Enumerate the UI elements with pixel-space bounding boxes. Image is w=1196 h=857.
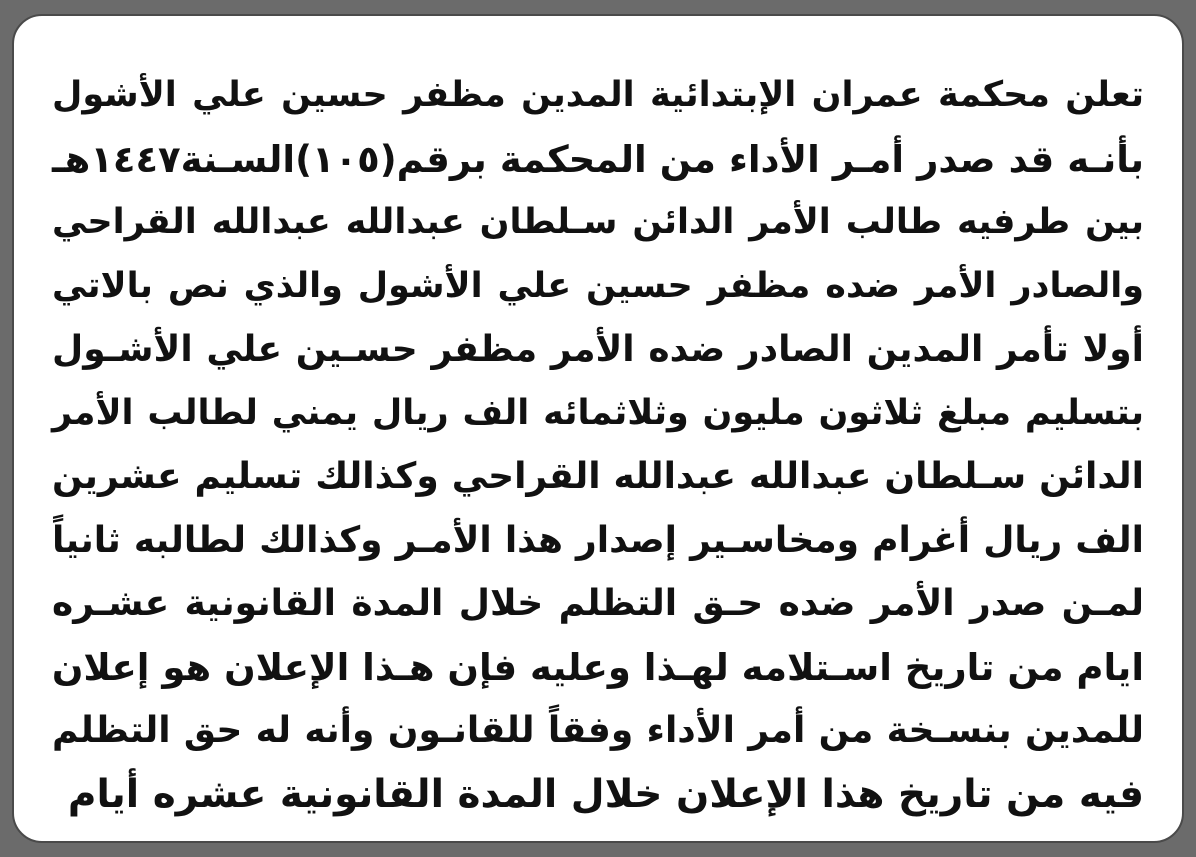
notice-line-2: بأنـه قد صدر أمـر الأداء من المحكمة برقم(١٠٥)السـنة١٤٤٧هـ bbox=[52, 137, 1144, 181]
notice-card bbox=[12, 14, 1184, 843]
notice-line-4: والصادر الأمر ضده مظفر حسين علي الأشول والذي نص بالاتي bbox=[52, 265, 1144, 306]
notice-line-11: للمدين بنسـخة من أمر الأداء وفقاً للقانـون وأنه له حق التظلم bbox=[52, 710, 1144, 751]
notice-line-10: ايام من تاريخ اسـتلامه لهـذا وعليه فإن هـذا الإعلان هو إعلان bbox=[51, 645, 1144, 689]
notice-line-5: أولا تأمر المدين الصادر ضده الأمر مظفر حسـين علي الأشـول bbox=[52, 329, 1144, 370]
notice-line-3: بين طرفيه طالب الأمر الدائن سـلطان عبدالله عبدالله القراحي bbox=[52, 202, 1144, 242]
notice-line-6: بتسليم مبلغ ثلاثون مليون وثلاثمائه الف ريال يمني لطالب الأمر bbox=[52, 392, 1144, 433]
notice-body bbox=[52, 64, 1144, 826]
notice-line-1: تعلن محكمة عمران الإبتدائية المدين مظفر حسين علي الأشول bbox=[52, 75, 1144, 115]
notice-line-9: لمـن صدر الأمر ضده حـق التظلم خلال المدة القانونية عشـره bbox=[52, 583, 1144, 624]
notice-line-12: فيه من تاريخ هذا الإعلان خلال المدة القانونية عشره أيام bbox=[67, 771, 1144, 817]
notice-line-8: الف ريال أغرام ومخاسـير إصدار هذا الأمـر وكذالك لطالبه ثانياً bbox=[52, 519, 1144, 561]
notice-line-7: الدائن سـلطان عبدالله عبدالله القراحي وكذالك تسليم عشرين bbox=[52, 456, 1144, 497]
